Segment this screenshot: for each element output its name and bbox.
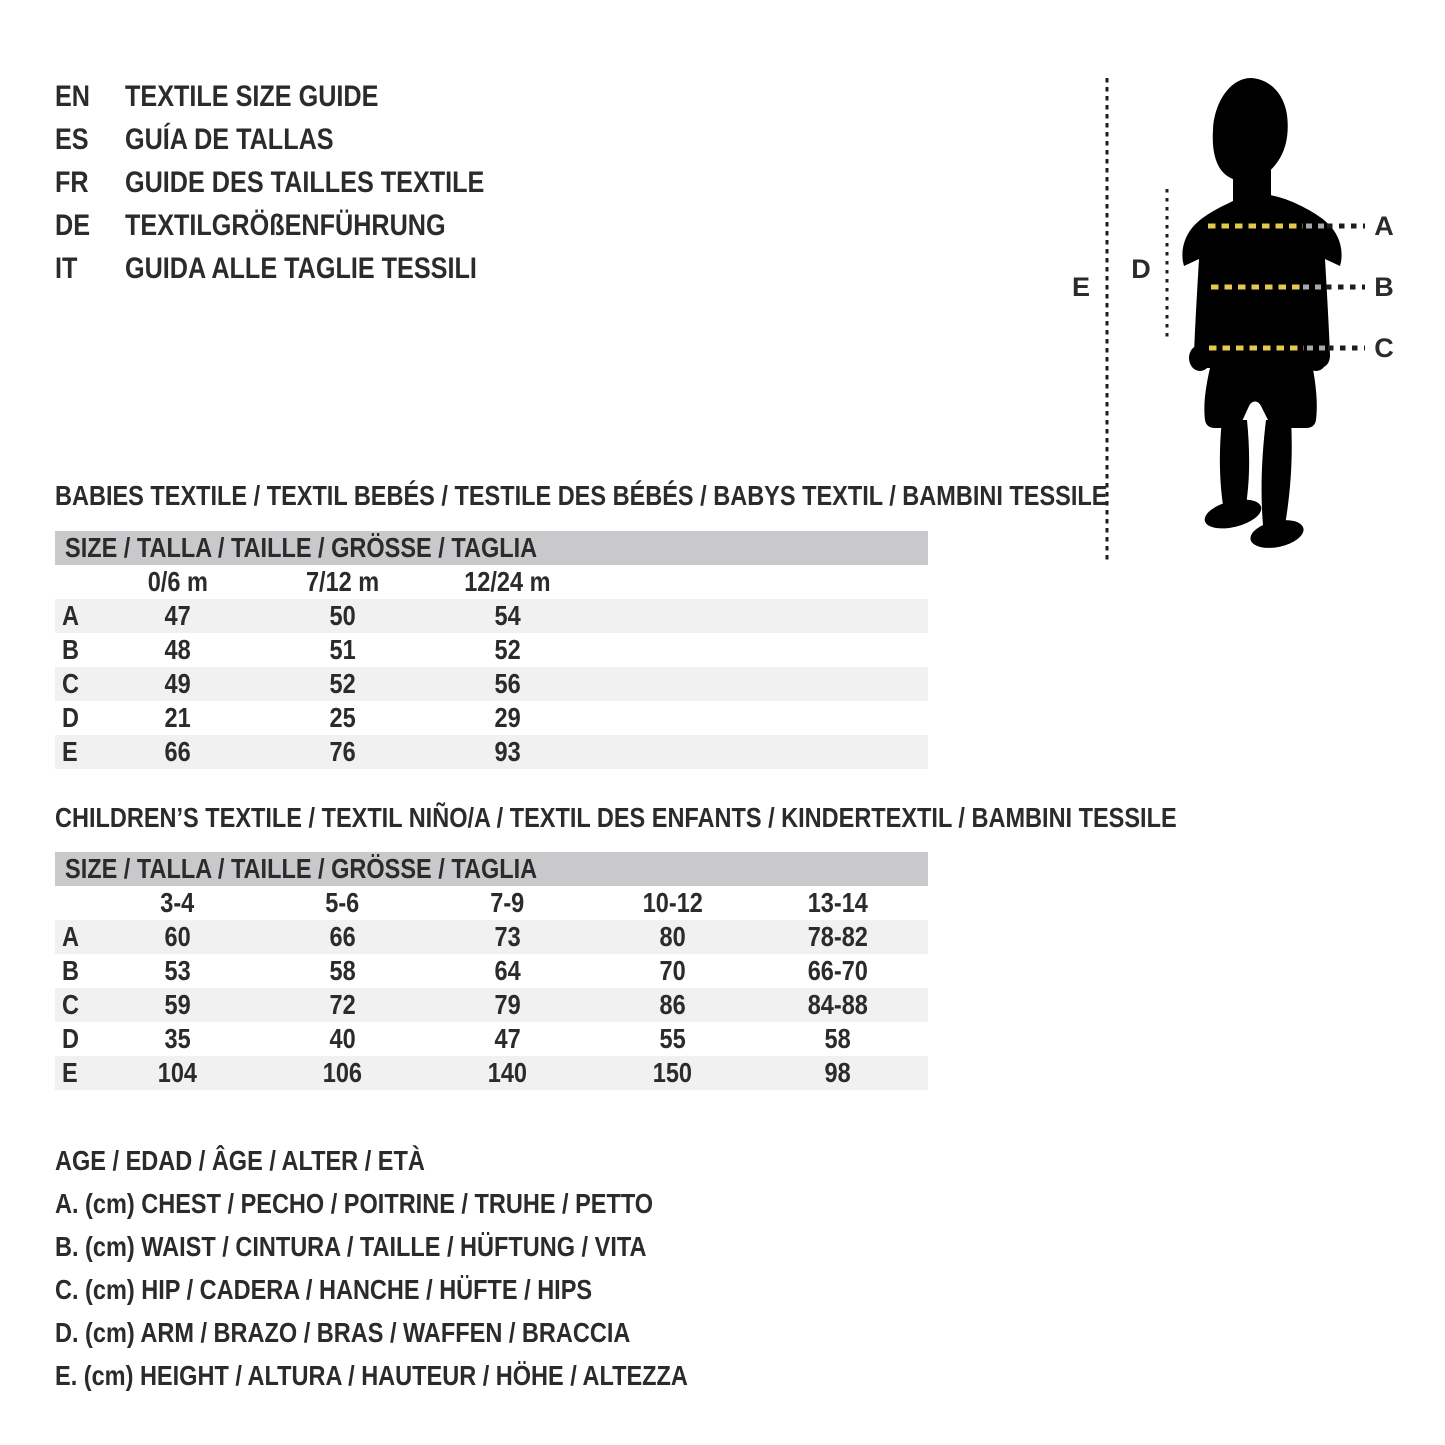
- figure-label-arm-d: D: [1131, 254, 1151, 284]
- lang-code: FR: [55, 166, 89, 199]
- figure-label-waist-b: B: [1374, 272, 1394, 302]
- guide-title: TEXTILGRÖßENFÜHRUNG: [125, 209, 446, 242]
- legend-line-height: E. (cm) HEIGHT / ALTURA / HAUTEUR / HÖHE / ALTEZZA: [55, 1360, 688, 1391]
- children-col-header: 13-14: [807, 887, 868, 918]
- children-table-row-c: C 59 72 79 86 84-88: [55, 988, 928, 1022]
- babies-table-row-b: B 48 51 52: [62, 634, 521, 665]
- babies-table-row-e: E 66 76 93: [55, 735, 928, 769]
- guide-title: TEXTILE SIZE GUIDE: [125, 80, 379, 113]
- silhouette-right-leg: [1262, 420, 1292, 537]
- lang-code: EN: [55, 80, 91, 113]
- children-section-title: CHILDREN’S TEXTILE / TEXTIL NIÑO/A / TEXTIL DES ENFANTS / KINDERTEXTIL / BAMBINI TESSILE: [55, 802, 1177, 833]
- legend-line-waist: B. (cm) WAIST / CINTURA / TAILLE / HÜFTUNG / VITA: [55, 1231, 647, 1262]
- children-table-row-b: B 53 58 64 70 66-70: [62, 955, 868, 986]
- babies-col-header: 12/24 m: [464, 566, 551, 597]
- figure-label-chest-a: A: [1374, 211, 1394, 241]
- children-col-header: 10-12: [642, 887, 703, 918]
- legend-line-chest: A. (cm) CHEST / PECHO / POITRINE / TRUHE / PETTO: [55, 1188, 654, 1219]
- babies-col-header: 7/12 m: [305, 566, 380, 597]
- legend-line-hip: C. (cm) HIP / CADERA / HANCHE / HÜFTE / HIPS: [55, 1274, 593, 1305]
- children-table-row-e: E 104 106 140 150 98: [55, 1056, 928, 1090]
- children-col-header: 7-9: [490, 887, 525, 918]
- children-size-header-bar: SIZE / TALLA / TAILLE / GRÖSSE / TAGLIA: [55, 852, 928, 886]
- children-column-header-row: [55, 886, 928, 920]
- babies-size-header-bar: SIZE / TALLA / TAILLE / GRÖSSE / TAGLIA: [55, 531, 928, 565]
- legend-line-age: AGE / EDAD / ÂGE / ALTER / ETÀ: [55, 1145, 425, 1176]
- children-col-header: 3-4: [160, 887, 195, 918]
- children-col-header: 5-6: [325, 887, 360, 918]
- silhouette-shirt: [1182, 193, 1341, 368]
- babies-table-row-c: C 49 52 56: [55, 667, 928, 701]
- babies-col-header: 0/6 m: [147, 566, 208, 597]
- children-table-row-d: D 35 40 47 55 58: [62, 1023, 851, 1054]
- babies-table-row-a: A 47 50 54: [55, 599, 928, 633]
- measurement-legend: [55, 1139, 808, 1397]
- lang-code: DE: [55, 209, 91, 242]
- figure-label-hip-c: C: [1374, 333, 1394, 363]
- legend-line-arm: D. (cm) ARM / BRAZO / BRAS / WAFFEN / BRACCIA: [55, 1317, 631, 1348]
- guide-title: GUIDE DES TAILLES TEXTILE: [125, 166, 485, 199]
- silhouette-left-hand: [1189, 345, 1211, 371]
- children-table-row-a: A 60 66 73 80 78-82: [55, 920, 928, 954]
- figure-label-height-e: E: [1071, 272, 1090, 302]
- babies-table-row-d: D 21 25 29: [62, 702, 521, 733]
- babies-column-header-row: [55, 565, 928, 599]
- silhouette-shorts: [1204, 364, 1316, 428]
- babies-section-title: BABIES TEXTILE / TEXTIL BEBÉS / TESTILE DES BÉBÉS / BABYS TEXTIL / BAMBINI TESSILE: [55, 480, 1108, 511]
- lang-code: IT: [55, 252, 78, 285]
- silhouette-right-shoe: [1248, 516, 1306, 553]
- lang-code: ES: [55, 123, 89, 156]
- guide-title: GUIDA ALLE TAGLIE TESSILI: [125, 252, 477, 285]
- guide-title: GUÍA DE TALLAS: [125, 123, 334, 156]
